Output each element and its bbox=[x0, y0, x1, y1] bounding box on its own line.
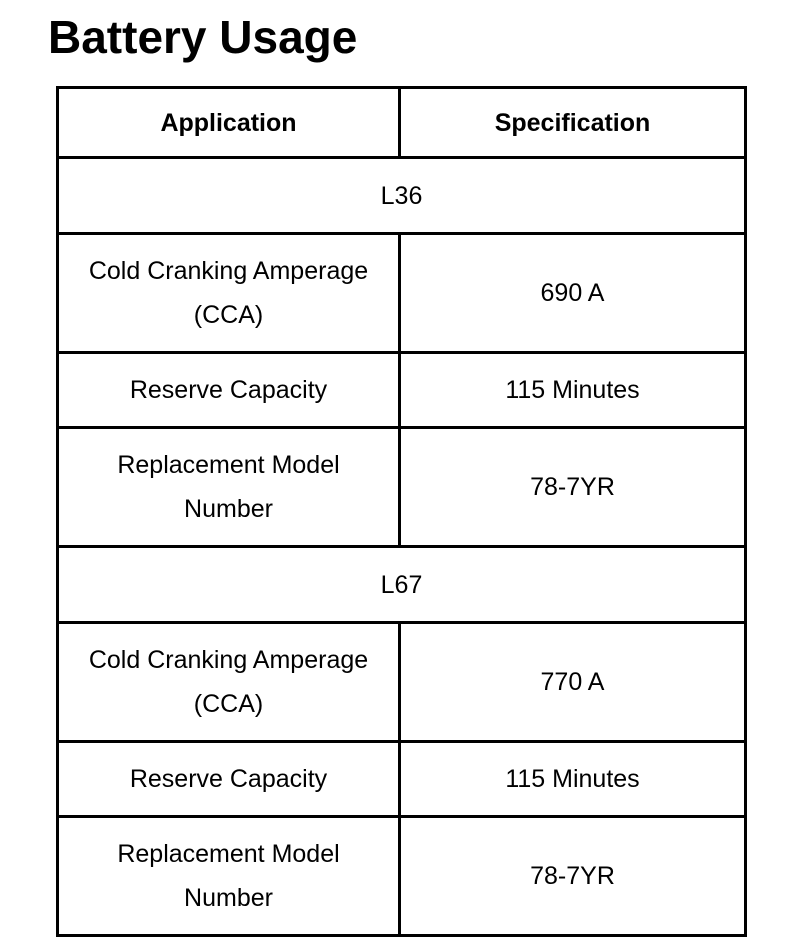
table-row bbox=[58, 428, 746, 547]
page-title: Battery Usage bbox=[48, 11, 358, 63]
specification-cell: 770 A bbox=[400, 623, 746, 742]
specification-cell: 690 A bbox=[400, 234, 746, 353]
application-cell: Reserve Capacity bbox=[58, 742, 400, 817]
group-row-l36 bbox=[58, 158, 746, 234]
specification-cell: 115 Minutes bbox=[400, 353, 746, 428]
group-label: L67 bbox=[58, 547, 746, 623]
application-text: Cold Cranking Amperage (CCA) bbox=[88, 646, 369, 718]
table-row bbox=[58, 817, 746, 936]
application-cell bbox=[58, 623, 400, 742]
application-cell bbox=[58, 428, 400, 547]
application-cell: Reserve Capacity bbox=[58, 353, 400, 428]
header-specification: Specification bbox=[400, 88, 746, 158]
table-row bbox=[58, 353, 746, 428]
specification-cell: 78-7YR bbox=[400, 428, 746, 547]
table-row bbox=[58, 742, 746, 817]
specification-cell: 78-7YR bbox=[400, 817, 746, 936]
table-row bbox=[58, 623, 746, 742]
application-text: Replacement Model Number bbox=[117, 840, 340, 912]
application-cell bbox=[58, 817, 400, 936]
application-cell bbox=[58, 234, 400, 353]
specification-cell: 115 Minutes bbox=[400, 742, 746, 817]
table-header-row bbox=[58, 88, 746, 158]
group-row-l67 bbox=[58, 547, 746, 623]
battery-usage-table bbox=[56, 86, 747, 937]
table-row bbox=[58, 234, 746, 353]
application-text: Replacement Model Number bbox=[117, 451, 340, 523]
group-label: L36 bbox=[58, 158, 746, 234]
header-application: Application bbox=[58, 88, 400, 158]
application-text: Cold Cranking Amperage (CCA) bbox=[88, 257, 369, 329]
